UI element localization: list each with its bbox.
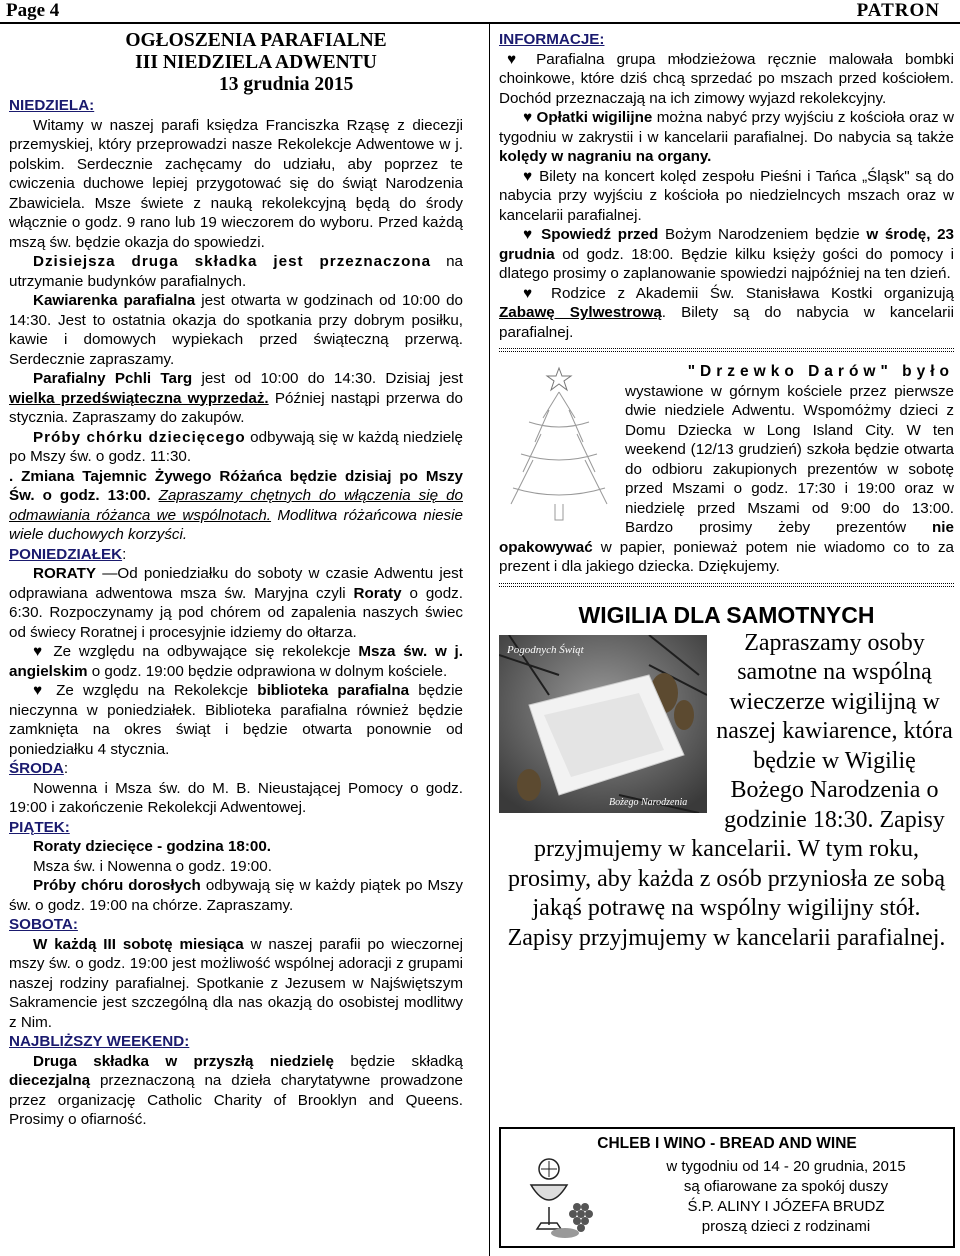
christmas-tree-icon	[499, 364, 617, 524]
names-line: Ś.P. ALINY I JÓZEFA BRUDZ	[687, 1198, 885, 1215]
weekend-paragraph: Druga składka w przyszłą niedzielę będzie składką diecezjalną przeznaczoną na dzieła charytatywne prowadzone przez organizację Catholic Charity of Brooklyn and Queens. Prosimy o ofiarność.	[9, 1052, 463, 1128]
library-paragraph: ♥ Ze względu na Rekolekcje biblioteka parafialna będzie nieczynna w poniedziałek. Biblioteka parafialna również będzie zamknięta na okres świąt i będzie otwarta ponownie od poniedziałku 4 stycznia.	[9, 682, 463, 758]
welcome-paragraph: Witamy w naszej parafi księdza Franciszka Rząsę z diecezji przemyskiej, który przeprowadzi nasze Rekolekcje Adwentowe w j. polskim. Serdecznie zachęcamy do udziału, aby poprzez te cwiczenia duchowe lepiej przygotować się do świąt Narodzenia Zbawiciela. Msze świete z nauką rekolekcyjną będą do środy włącznie o godz. 9 rano lub 19 wieczorem do wyboru. Przed każdą mszą św. będzie okazja do spowiedzi.	[9, 116, 463, 251]
right-column	[499, 30, 954, 953]
new-year-paragraph: ♥ Rodzice z Akademii Św. Stanisława Kostki organizują Zabawę Sylwestrową. Bilety są do nabycia w kancelarii parafialnej.	[499, 284, 954, 341]
christmas-card-icon	[499, 635, 707, 813]
gift-tree-paragraph: wystawione w górnym kościele przez pierwsze dwie niedziele Adwentu. Wspomóżmy dzieci z Domu Dziecka w Long Island City. W ten weekend (12/13 grudzień) szkoła będzie otwarta do odbioru zakupionych prezentów w sobotę przed Mszami o godz. 17:30 i 19:00 oraz w niedzielę przed Mszami od 9:00 do 13:00. Bardzo prosimy żeby prezentów nie opakowywać w papier, ponieważ potem nie wiadomo co to za prezent i dla jakiego dziecka. Dziękujemy.	[499, 382, 954, 575]
bulletin-date: 13 grudnia 2015	[219, 74, 354, 95]
christmas-card-image	[499, 635, 707, 813]
chalice-grapes-icon	[511, 1155, 611, 1241]
wafers-paragraph: ♥ Opłatki wigilijne można nabyć przy wyjściu z kościoła oraz w tygodniu w zakrystii i w kancelarii parafialnej. Do nabycia są także kolędy w nagraniu na organy.	[499, 109, 954, 165]
gift-tree-title: "Drzewko Darów" było	[687, 363, 954, 380]
page-number: Page 4	[6, 0, 60, 21]
week-line: w tygodniu od 14 - 20 grudnia, 2015	[666, 1158, 906, 1175]
wigilia-title: WIGILIA DLA SAMOTNYCH	[578, 601, 875, 628]
section-poniedzialek: PONIEDZIAŁEK:	[9, 545, 127, 563]
separator-dots	[499, 348, 954, 352]
announcements-title: OGŁOSZENIA PARAFIALNE	[125, 30, 387, 51]
wigilia-section	[499, 629, 954, 954]
requested-line: proszą dzieci z rodzinami	[701, 1218, 871, 1235]
confession-paragraph: ♥ Spowiedź przed Bożym Narodzeniem będzie w środę, 23 grudnia od godz. 18:00. Będzie kilku księży gości do pomocy i dlatego prosimy o zaplanowanie spowiedzi najpóźniej na ten dzień.	[499, 226, 954, 282]
page-header	[0, 0, 960, 24]
english-mass-paragraph: ♥ Ze względu na odbywające się rekolekcje Msza św. w j. angielskim o godz. 19:00 będzie odprawiona w dolnym kościele.	[9, 643, 463, 680]
column-divider	[489, 24, 490, 1256]
collection-paragraph: Dzisiejsza druga składka jest przeznaczona na utrzymanie budynków parafialnych.	[9, 253, 463, 290]
youth-group-paragraph: ♥ Parafialna grupa młodzieżowa ręcznie malowała bombki choinkowe, które dziś chcą sprzedać po mszach przed kościołem. Dochód przeznaczają na ich zimowy wyjazd rekolekcyjny.	[499, 50, 954, 107]
roraty-paragraph: RORATY —Od poniedziałku do soboty w czasie Adwentu jest odprawiana adwentowa msza św. Maryjna czyli Roraty o godz. 6:30. Rozpoczynamy ją pod chórem od zapalenia naszych świec od świecy Roratnej i procesyjnie idziemy do ołtarza.	[9, 565, 463, 641]
adult-choir-paragraph: Próby chóru dorosłych odbywają się w każdy piątek po Mszy św. o godz. 19:00 na chórze. Zapraszamy.	[9, 877, 463, 914]
offered-line: są ofiarowane za spokój duszy	[683, 1178, 889, 1195]
section-sobota: SOBOTA:	[9, 916, 78, 933]
bread-wine-lines	[621, 1157, 951, 1237]
cafe-paragraph: Kawiarenka parafialna jest otwarta w godzinach od 10:00 do 14:30. Jest to ostatnia okazja do spotkania przy dobrym posiłku, kawie i domowych wypiekach przed świąteczną przerwą. Serdecznie zapraszamy.	[9, 292, 463, 368]
concert-paragraph: ♥ Bilety na koncert kolęd zespołu Pieśni i Tańca „Śląsk" są do nabycia przy wyjściu z kościoła po niedzielncych mszach oraz w kancelarii parafialnej.	[499, 167, 954, 224]
wigilia-text: Zapraszamy osoby samotne na wspólną wieczerze wigilijną w naszej kawiarence, która będzie w Wigilię Bożego Narodzenia o godzinie 18:30. Zapisy przyjmujemy w kancelarii. W tym roku, prosimy, aby każda z osób przyniosła ze sobą jakąś potrawę na wspólny wigilijny stół. Zapisy przyjmujemy w kancelarii parafialnej.	[507, 629, 953, 951]
children-choir-paragraph: Próby chórku dziecięcego odbywają się w każdą niedzielę po Mszy św. o godz. 11:30.	[9, 428, 463, 465]
children-roraty-line: Roraty dziecięce - godzina 18:00.	[33, 838, 272, 855]
section-sroda: ŚRODA:	[9, 760, 69, 777]
gift-tree-section	[499, 362, 954, 577]
card-greeting-text-2: Bożego Narodzenia	[609, 796, 688, 808]
section-piatek: PIĄTEK:	[9, 818, 70, 836]
separator-dots-2	[499, 583, 954, 587]
section-niedziela: NIEDZIELA:	[9, 97, 95, 114]
publication-name: PATRON	[856, 0, 940, 21]
left-column	[9, 30, 463, 1130]
bread-wine-box	[499, 1127, 955, 1248]
sroda-paragraph: Nowenna i Msza św. do M. B. Nieustającej Pomocy o godz. 19:00 i zakończenie Rekolekcji Adwentowej.	[9, 779, 463, 816]
flea-market-paragraph: Parafialny Pchli Targ jest od 10:00 do 14:30. Dzisiaj jest wielka przedświąteczna wyprzedaż. Później nastąpi przerwa do stycznia. Zapraszamy do zakupów.	[9, 370, 463, 426]
novena-line: Msza św. i Nowenna o godz. 19:00.	[33, 857, 272, 875]
card-greeting-text: Pogodnych Świąt	[507, 643, 584, 656]
section-weekend: NAJBLIŻSZY WEEKEND:	[9, 1033, 190, 1050]
rosary-paragraph: . Zmiana Tajemnic Żywego Różańca będzie dzisiaj po Mszy Św. o godz. 13:00. Zapraszamy chętnych do włączenia się do odmawiania różanca we wspólnotach. Modlitwa różańcowa niesie wiele duchowych korzyści.	[9, 467, 463, 543]
advent-title: III NIEDZIELA ADWENTU	[135, 52, 377, 73]
bread-wine-title: CHLEB I WINO - BREAD AND WINE	[597, 1135, 857, 1152]
section-informacje: INFORMACJE:	[499, 31, 605, 48]
sobota-paragraph: W każdą III sobotę miesiąca w naszej parafii po wieczornej mszy św. o godz. 19:00 jest możliwość wspólnej adoracji z grupami naszej rodziny parafialnej. Spotkanie z Jezusem w Najświętszym Sakramencie jest szczególną dla nas okazją do osobistej modlitwy z Nim.	[9, 935, 463, 1031]
